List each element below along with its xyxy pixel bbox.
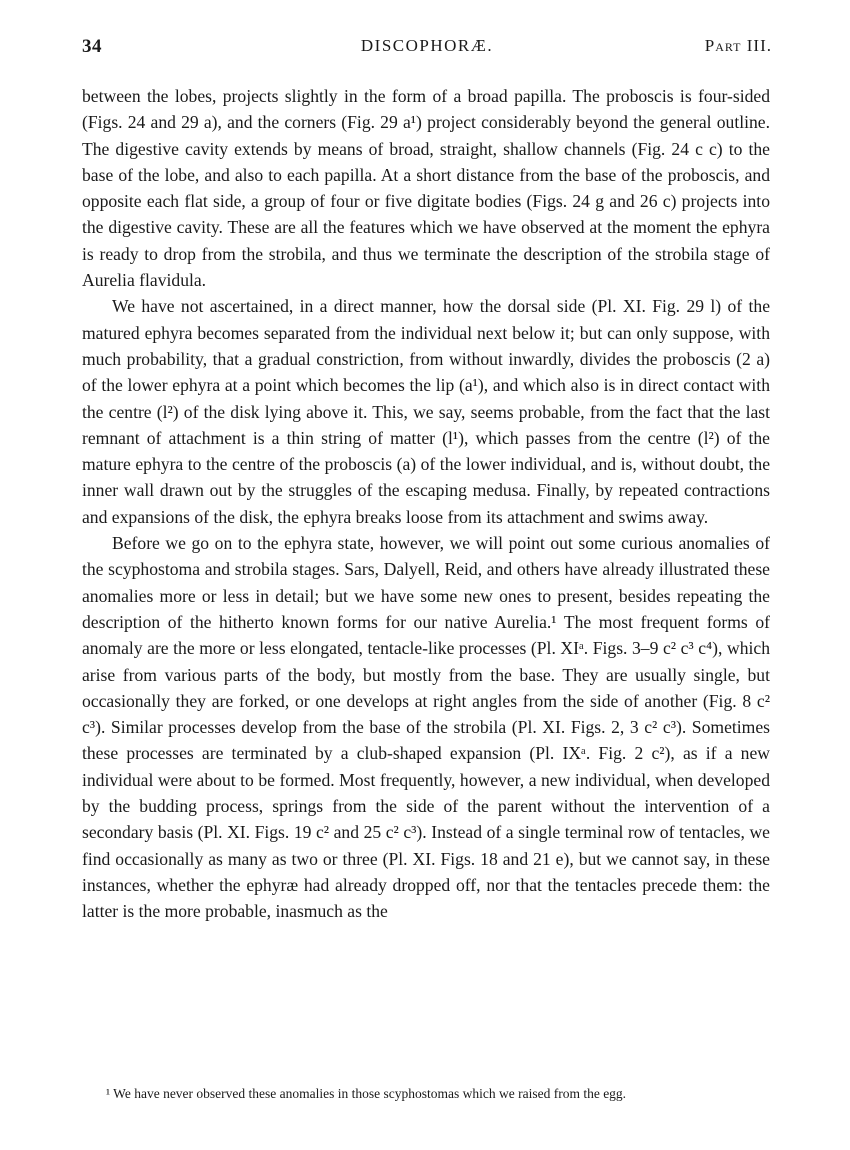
part-label: Part III.	[704, 36, 772, 55]
paragraph-2: We have not ascertained, in a direct manner, how the dorsal side (Pl. XI. Fig. 29 l) of the matured ephyra becomes separated from the individual next below it; but can only suppose, with much probability, that a gradual constriction, from without inwardly, divides the proboscis (2 a) of the lower ephyra at a point which becomes the lip (a¹), and which also is in direct contact with the centre (l²) of the disk lying above it. This, we say, seems probable, from the fact that the last remnant of attachment is a thin string of matter (l¹), which passes from the centre (l²) of the mature ephyra to the centre of the proboscis (a) of the lower individual, and is, without doubt, the inner wall drawn out by the struggles of the escaping medusa. Finally, by repeated contractions and expansions of the disk, the ephyra breaks loose from its attachment and swims away.	[82, 296, 770, 527]
running-header	[82, 36, 772, 64]
body-text	[82, 83, 770, 925]
page-number: 34	[82, 36, 102, 57]
footnote: ¹ We have never observed these anomalies in those scyphostomas which we raised from the egg.	[106, 1086, 627, 1101]
paragraph-1: between the lobes, projects slightly in the form of a broad papilla. The proboscis is four-sided (Figs. 24 and 29 a), and the corners (Fig. 29 a¹) project considerably beyond the general outline. The digestive cavity extends by means of broad, straight, shallow channels (Fig. 24 c c) to the base of the lobe, and also to each papilla. At a short distance from the base of the proboscis, and opposite each flat side, a group of four or five digitate bodies (Figs. 24 g and 26 c) projects into the digestive cavity. These are all the features which we have observed at the moment the ephyra is ready to drop from the strobila, and thus we terminate the description of the strobila stage of Aurelia flavidula.	[82, 86, 770, 291]
running-title: DISCOPHORÆ.	[360, 36, 494, 55]
paragraph-3: Before we go on to the ephyra state, however, we will point out some curious anomalies of the scyphostoma and strobila stages. Sars, Dalyell, Reid, and others have already illustrated these anomalies more or less in detail; but we have some new ones to present, besides repeating the description of the hitherto known forms for our native Aurelia.¹ The most frequent forms of anomaly are the more or less elongated, tentacle-like processes (Pl. XIᵃ. Figs. 3–9 c² c³ c⁴), which arise from various parts of the body, but mostly from the base. They are usually single, but occasionally they are forked, or one develops at right angles from the side of another (Fig. 8 c² c³). Similar processes develop from the base of the strobila (Pl. XI. Figs. 2, 3 c² c³). Sometimes these processes are terminated by a club-shaped expansion (Pl. IXᵃ. Fig. 2 c²), as if a new individual were about to be formed. Most frequently, however, a new individual, when developed by the budding process, springs from the side of the parent without the intervention of a secondary basis (Pl. XI. Figs. 19 c² and 25 c² c³). Instead of a single terminal row of tentacles, we find occasionally as many as two or three (Pl. XI. Figs. 18 and 21 e), but we cannot say, in these instances, whether the ephyræ had already dropped off, nor that the tentacles precede them: the latter is the more probable, inasmuch as the	[82, 533, 770, 922]
